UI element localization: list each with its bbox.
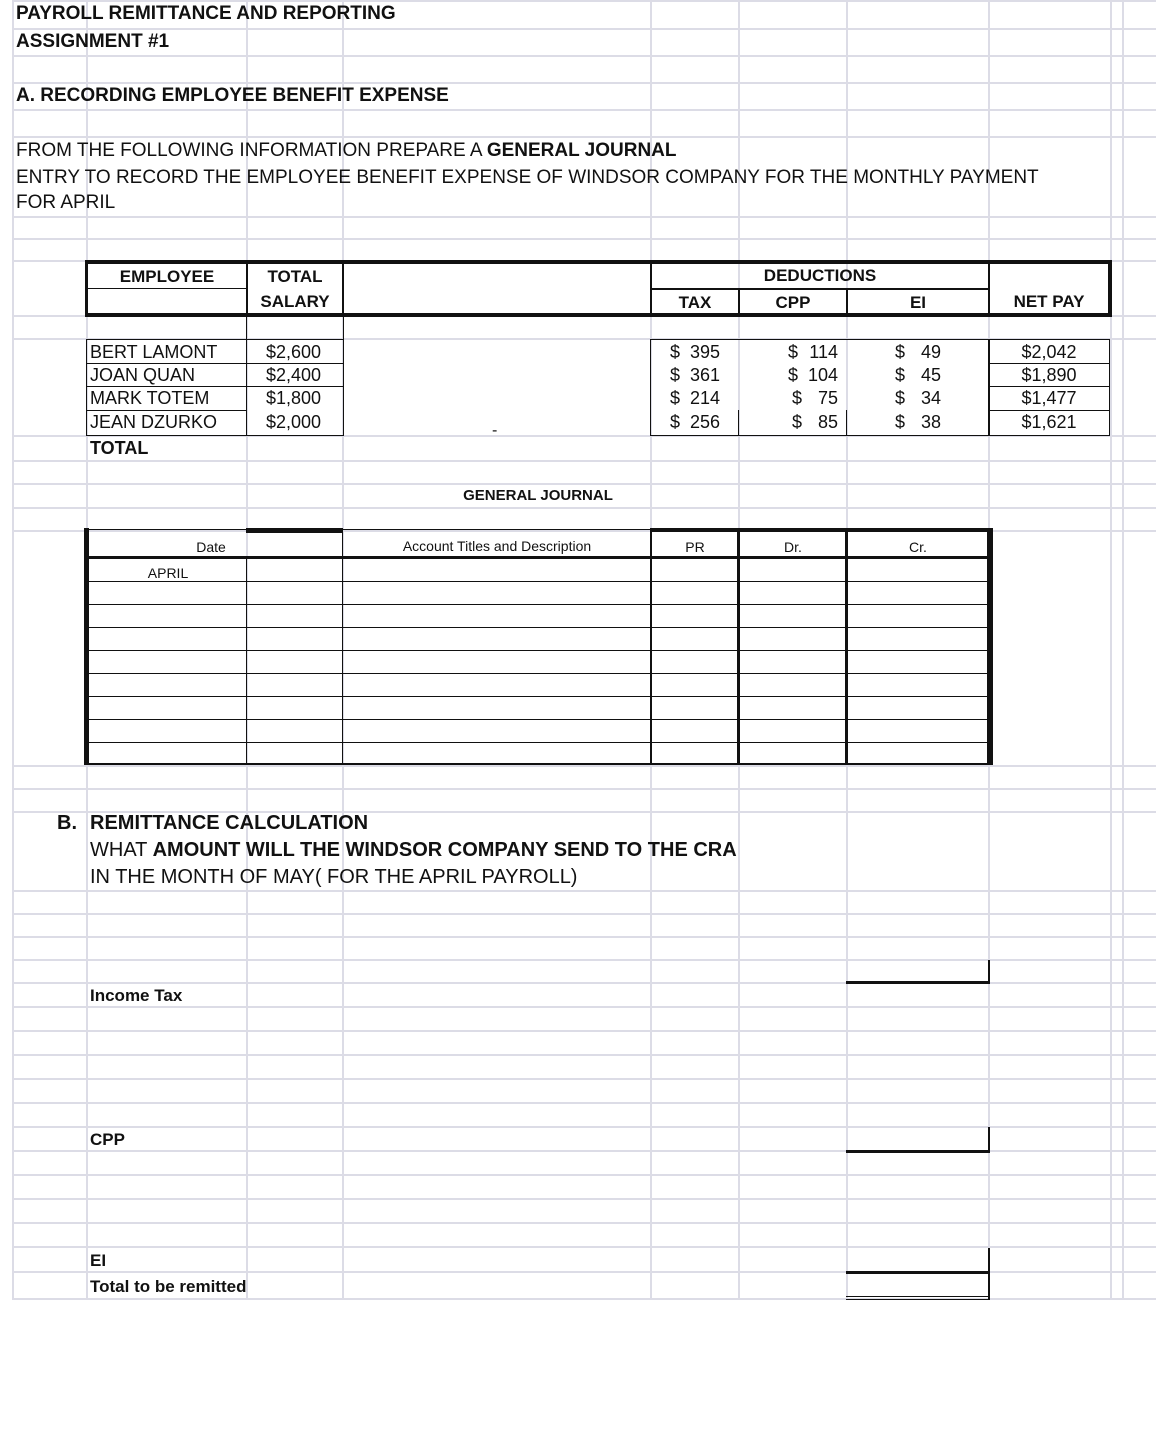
journal-month: APRIL [147, 565, 189, 581]
cpp-label: CPP [90, 1130, 125, 1149]
dash-mark: - [492, 422, 498, 439]
employee-name: JEAN DZURKO [90, 412, 218, 432]
question-line-2: IN THE MONTH OF MAY( FOR THE APRIL PAYROLL) [90, 866, 578, 888]
assignment-label: ASSIGNMENT #1 [16, 31, 170, 52]
salary-value: $2,000 [266, 412, 322, 432]
employee-name: JOAN QUAN [90, 365, 196, 385]
instructions-line-1: FROM THE FOLLOWING INFORMATION PREPARE A GENERAL JOURNAL [16, 140, 677, 161]
total-remitted-label: Total to be remitted [90, 1277, 247, 1296]
col-total: TOTAL [267, 267, 323, 286]
question-line-1: WHAT AMOUNT WILL THE WINDSOR COMPANY SEND TO THE CRA [90, 839, 737, 861]
col-dr: Dr. [784, 539, 802, 555]
col-account-titles: Account Titles and Description [402, 538, 592, 554]
net-pay-value: $1,890 [1021, 365, 1077, 385]
ei-label: EI [90, 1251, 107, 1270]
section-b-title: REMITTANCE CALCULATION [90, 812, 369, 834]
employee-name: MARK TOTEM [90, 388, 210, 408]
col-net-pay: NET PAY [1013, 292, 1085, 311]
net-pay-value: $1,621 [1021, 412, 1077, 432]
net-pay-value: $1,477 [1021, 388, 1077, 408]
salary-value: $1,800 [266, 388, 322, 408]
instructions-line-3: FOR APRIL [16, 192, 116, 213]
section-a-title: A. RECORDING EMPLOYEE BENEFIT EXPENSE [16, 85, 449, 106]
col-cr: Cr. [909, 539, 927, 555]
total-label: TOTAL [90, 438, 149, 458]
net-pay-value: $2,042 [1021, 342, 1077, 362]
col-tax: TAX [678, 293, 712, 312]
col-pr: PR [685, 539, 705, 555]
employee-name: BERT LAMONT [90, 342, 218, 362]
income-tax-label: Income Tax [90, 986, 183, 1005]
col-deductions: DEDUCTIONS [763, 266, 877, 285]
col-ei: EI [909, 293, 927, 312]
salary-value: $2,400 [266, 365, 322, 385]
col-salary: SALARY [260, 292, 330, 311]
salary-value: $2,600 [266, 342, 322, 362]
section-b-number: B. [57, 812, 77, 834]
journal-title: GENERAL JOURNAL [463, 487, 613, 504]
col-date: Date [196, 539, 226, 555]
col-employee: EMPLOYEE [119, 267, 215, 286]
instructions-line-2: ENTRY TO RECORD THE EMPLOYEE BENEFIT EXPENSE OF WINDSOR COMPANY FOR THE MONTHLY PAYMENT [16, 167, 1039, 188]
page-title: PAYROLL REMITTANCE AND REPORTING [16, 3, 396, 24]
col-cpp: CPP [775, 293, 811, 312]
